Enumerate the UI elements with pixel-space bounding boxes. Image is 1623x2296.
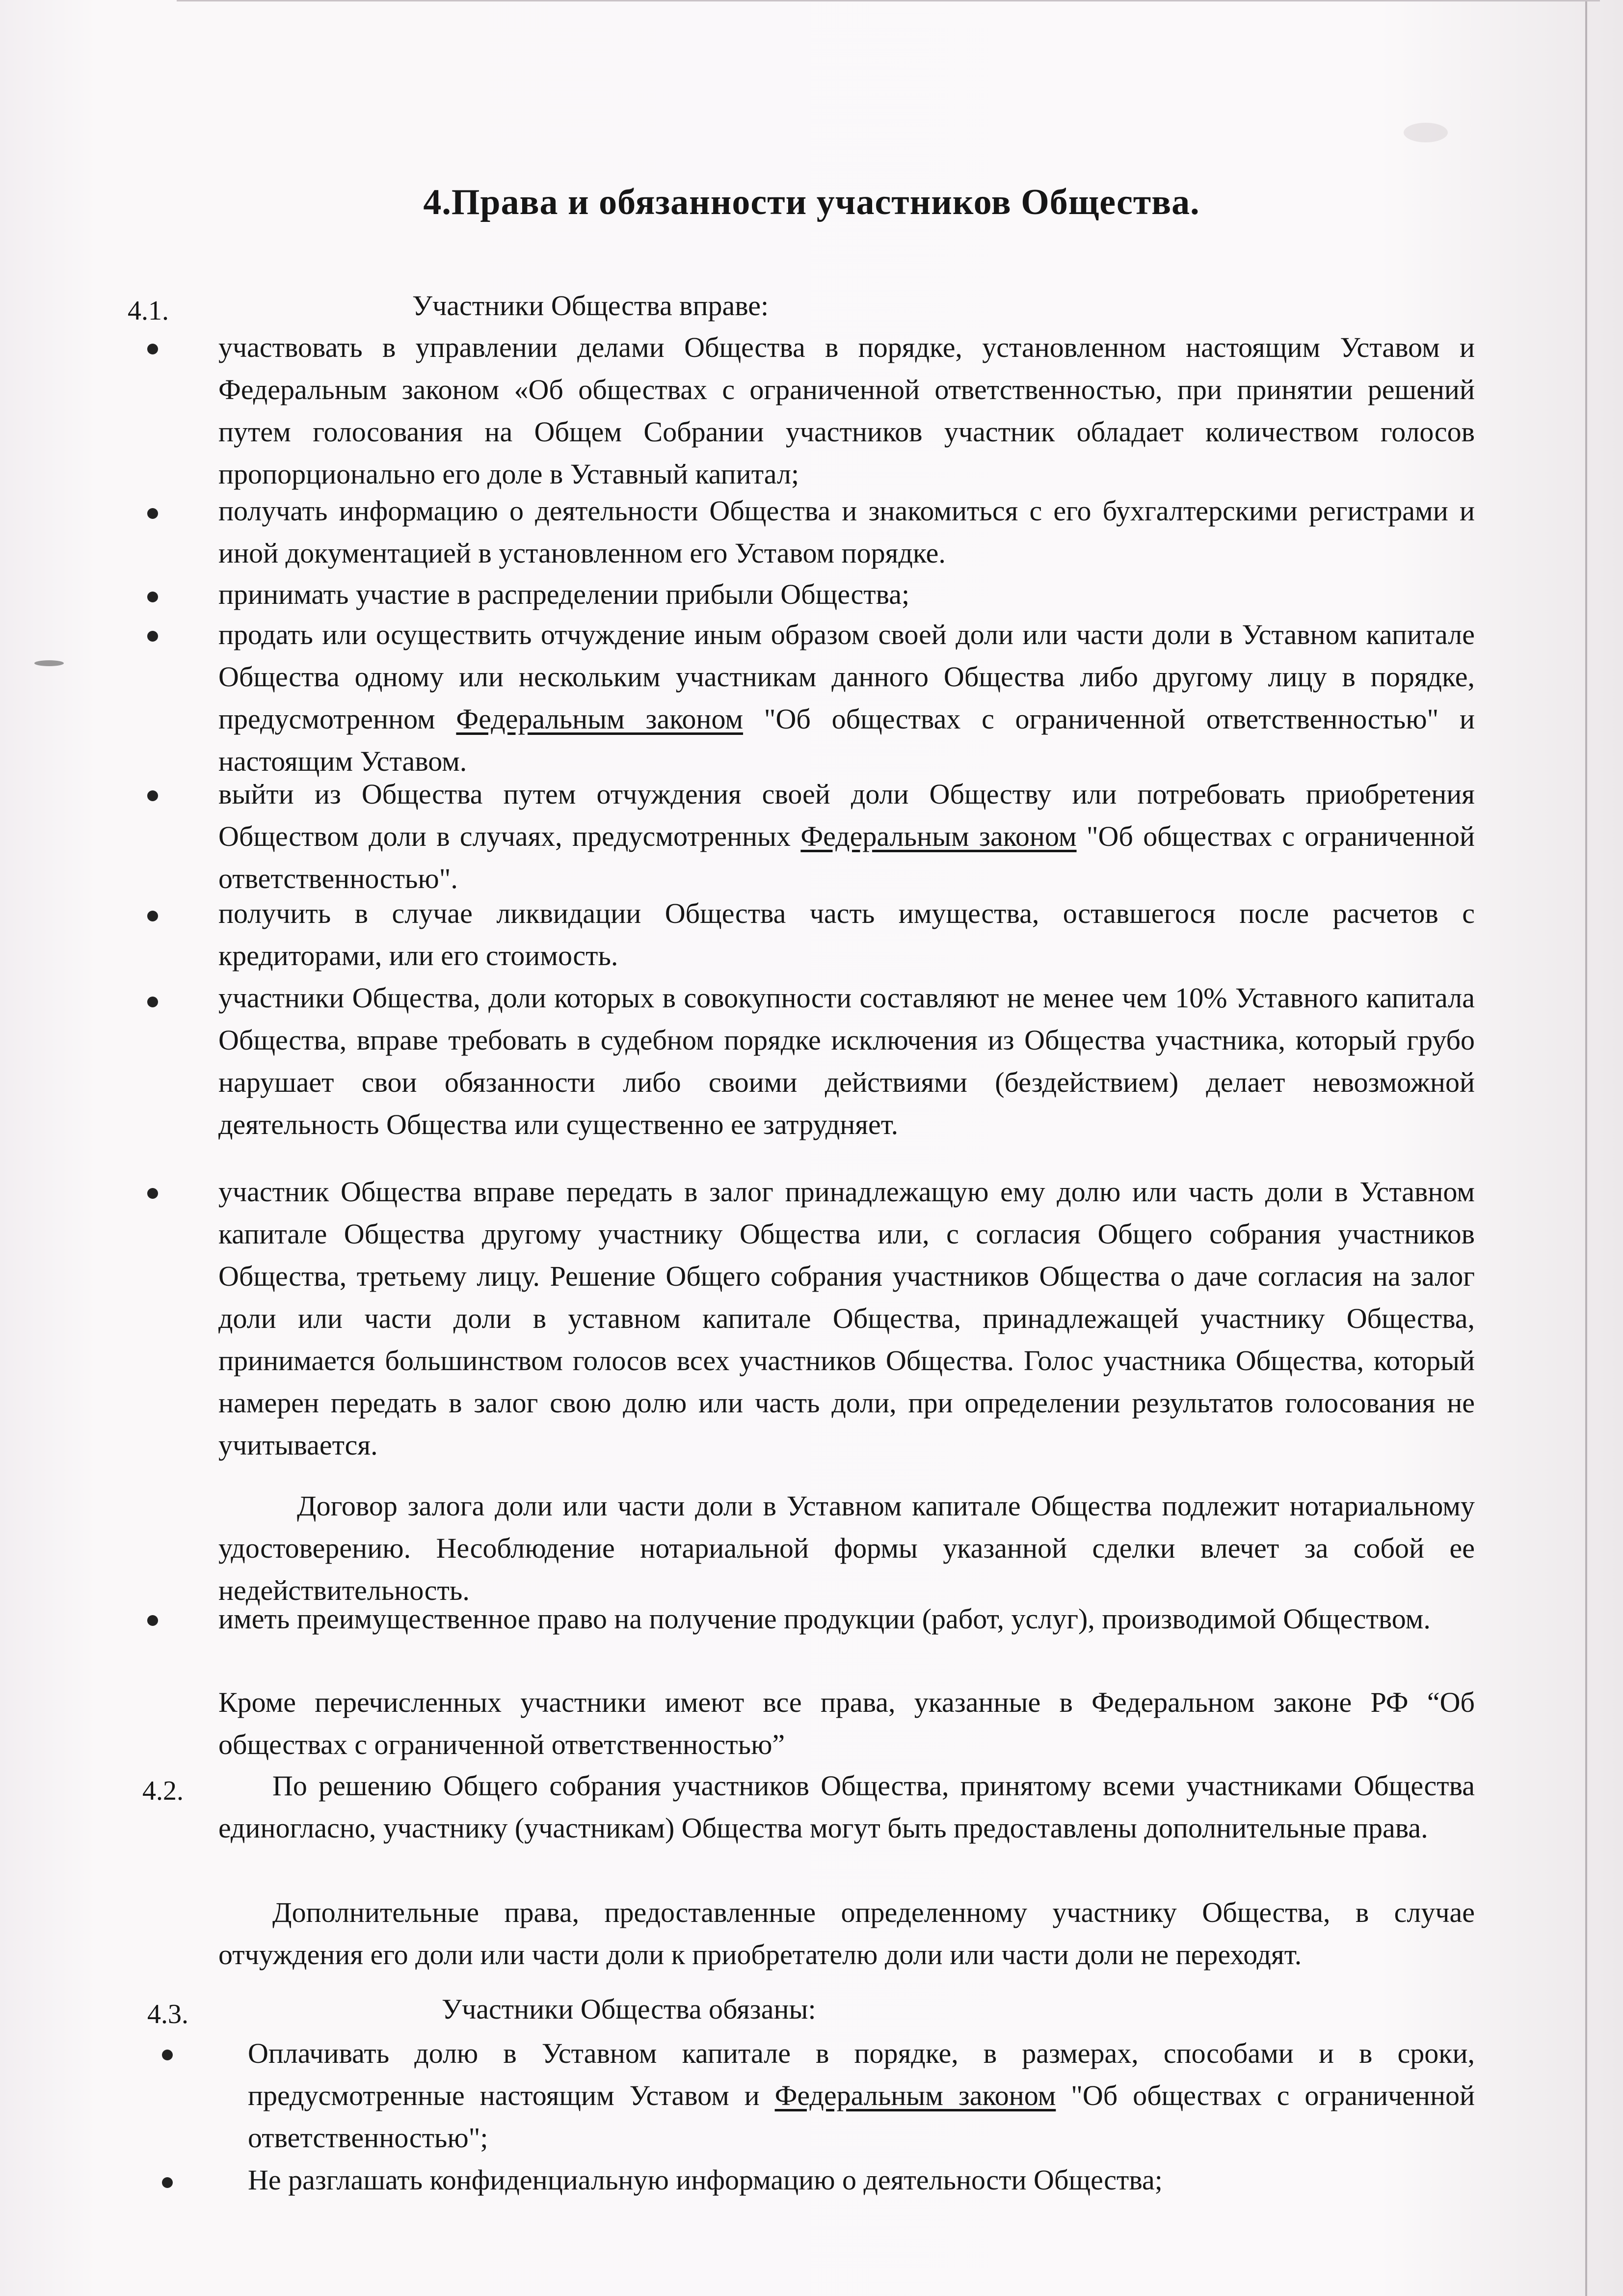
- scan-edge-line-top: [177, 0, 1600, 1]
- bullet: [147, 592, 158, 602]
- federal-law-link-3[interactable]: Федеральным законом: [774, 2080, 1056, 2111]
- section-number-4-2: 4.2.: [142, 1776, 184, 1806]
- bullet: [147, 911, 158, 921]
- section-4-1-intro: Участники Общества вправе:: [412, 290, 769, 322]
- bullet: [147, 631, 158, 642]
- right-item-4-text: продать или осуществить отчуждение иным образом своей доли или части доли в Уставном капитале Общества одному или нескольким участникам данного Общества либо другому лицу в порядке, предусмотренном: [218, 619, 1475, 735]
- other-rights-paragraph: Кроме перечисленных участники имеют все права, указанные в Федеральном законе РФ “Об обществах с ограниченной ответственностью”: [218, 1686, 1475, 1760]
- scan-smudge-left: [34, 660, 64, 666]
- right-item-4: [218, 614, 1475, 783]
- obligation-item-1: [248, 2032, 1475, 2159]
- right-item-5: [218, 773, 1475, 900]
- right-item-5-text: выйти из Общества путем отчуждения своей доли Обществу или потребовать приобретения Обществом доли в случаях, предусмотренных: [218, 778, 1475, 852]
- section-4-2-paragraph-2: Дополнительные права, предоставленные определенному участнику Общества, в случае отчуждения его доли или части доли к приобретателю доли или части доли не переходят.: [218, 1896, 1475, 1971]
- scan-edge-line: [1585, 0, 1587, 2296]
- right-item-5-tail: "Об обществах с ограниченной ответственностью".: [218, 820, 1475, 894]
- federal-law-link-2[interactable]: Федеральным законом: [800, 820, 1077, 852]
- right-item-9: иметь преимущественное право на получение продукции (работ, услуг), производимой Обществом.: [218, 1603, 1431, 1635]
- bullet: [147, 790, 158, 801]
- bullet: [162, 2050, 173, 2060]
- federal-law-link-1[interactable]: Федеральным законом: [456, 703, 744, 735]
- section-heading: 4.Права и обязанности участников Общества.: [423, 182, 1200, 222]
- bullet: [147, 997, 158, 1007]
- right-item-7: участники Общества, доли которых в совокупности составляют не менее чем 10% Уставного капитала Общества, вправе требовать в судебном порядке исключения из Общества участника, который грубо нарушает свои обязанности либо своими действиями (бездействием) делает невозможной деятельность Общества или существенно ее затрудняет.: [218, 982, 1475, 1140]
- section-number-4-1: 4.1.: [128, 296, 169, 326]
- right-item-1: участвовать в управлении делами Общества в порядке, установленном настоящим Уставом и Федеральным законом «Об обществах с ограниченной ответственностью, при принятии решений путем голосования на Общем Собрании участников участник обладает количеством голосов пропорционально его доле в Уставный капитал;: [218, 331, 1475, 490]
- section-4-3-intro: Участники Общества обязаны:: [442, 1993, 816, 2025]
- scan-smudge: [1404, 123, 1448, 142]
- right-item-4-tail: "Об обществах с ограниченной ответственностью" и настоящим Уставом.: [218, 703, 1475, 777]
- right-item-2: получать информацию о деятельности Общества и знакомиться с его бухгалтерскими регистрами и иной документацией в установленном его Уставом порядке.: [218, 495, 1475, 569]
- obligation-item-1-tail: "Об обществах с ограниченной ответственностью";: [248, 2080, 1475, 2154]
- section-4-2-paragraph-1: По решению Общего собрания участников Общества, принятому всеми участниками Общества единогласно, участнику (участникам) Общества могут быть предоставлены дополнительные права.: [218, 1770, 1475, 1844]
- pledge-agreement-paragraph: Договор залога доли или части доли в Уставном капитале Общества подлежит нотариальному удостоверению. Несоблюдение нотариальной формы указанной сделки влечет за собой ее недействительность.: [218, 1490, 1475, 1606]
- right-item-3: принимать участие в распределении прибыли Общества;: [218, 578, 910, 610]
- bullet: [147, 344, 158, 354]
- obligation-item-1-text: Оплачивать долю в Уставном капитале в порядке, в размерах, способами и в сроки, предусмотренные настоящим Уставом и: [248, 2037, 1475, 2111]
- bullet: [147, 1615, 158, 1626]
- section-number-4-3: 4.3.: [147, 1999, 188, 2029]
- bullet: [147, 1188, 158, 1199]
- bullet: [162, 2177, 173, 2188]
- right-item-8: участник Общества вправе передать в залог принадлежащую ему долю или часть доли в Уставном капитале Общества другому участнику Общества или, с согласия Общего собрания участников Общества, третьему лицу. Решение Общего собрания участников Общества о даче согласия на залог доли или части доли в уставном капитале Общества, принадлежащей участнику Общества, принимается большинством голосов всех участников Общества. Голос участника Общества, который намерен передать в залог свою долю или часть доли, при определении результатов голосования не учитывается.: [218, 1176, 1475, 1461]
- right-item-6: получить в случае ликвидации Общества часть имущества, оставшегося после расчетов с кредиторами, или его стоимость.: [218, 897, 1475, 972]
- bullet: [147, 508, 158, 519]
- obligation-item-2: Не разглашать конфиденциальную информацию о деятельности Общества;: [248, 2164, 1163, 2196]
